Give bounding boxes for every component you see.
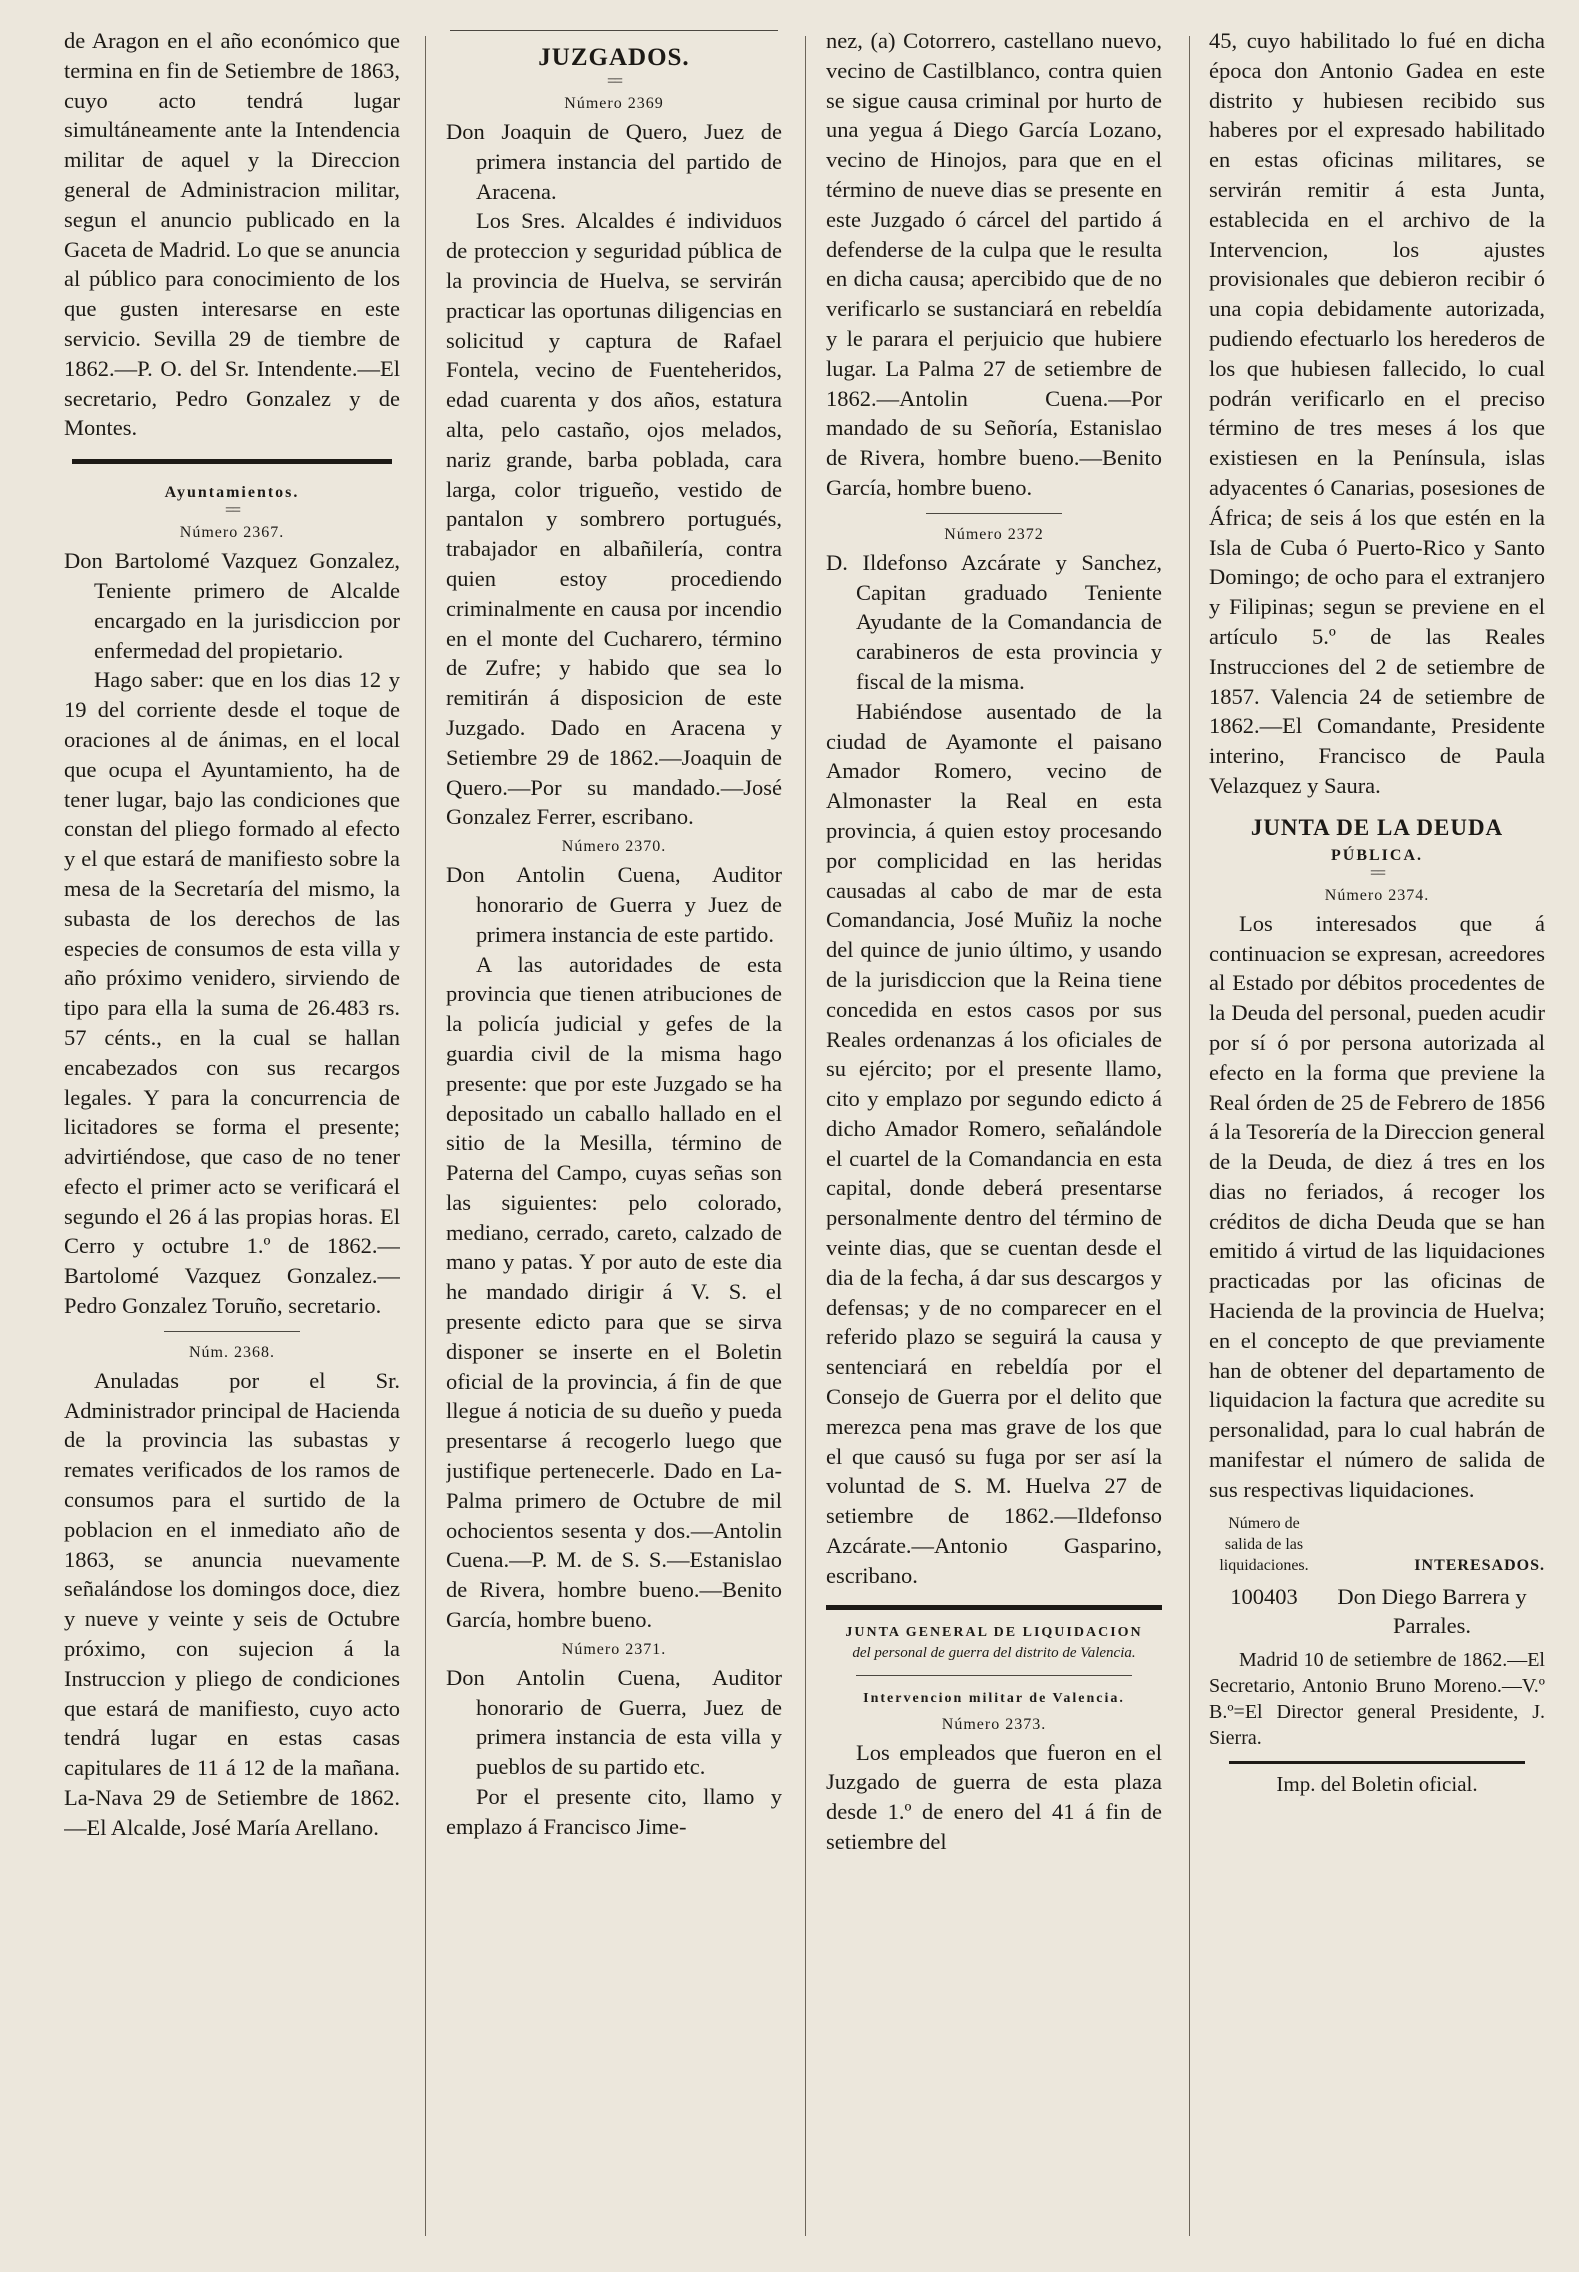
section-heading-junta-deuda: JUNTA DE LA DEUDA xyxy=(1250,814,1504,840)
junta-liquidacion-subheading: del personal de guerra del distrito de Valencia. xyxy=(852,1644,1136,1661)
notice-2372-heading: D. Ildefonso Azcárate y Sanchez, Capitan graduado Teniente Ayudante de la Comandancia de carabineros de esta provincia y fiscal de la misma. xyxy=(826,549,1162,694)
column-divider xyxy=(805,36,806,2236)
separator-rule xyxy=(164,1331,300,1332)
double-rule: == xyxy=(1369,864,1385,882)
top-rule xyxy=(450,30,778,31)
column-4 xyxy=(1209,26,1545,2262)
notice-2372-body: Habiéndose ausentado de la ciudad de Ayamonte el paisano Amador Romero, vecino de Almonaster la Real en esta provincia, á quien estoy procesando por complicidad en las heridas causadas al cabo de mar de esta Comandancia, José Muñiz la noche del quince de junio último, y usando de la jurisdiccion que la Reina tiene concedida en estos casos por sus Reales ordenanzas á los oficiales de su ejército; por el presente llamo, cito y emplazo por segundo edicto á dicho Amador Romero, señalándole el cuartel de la Comandancia en esta capital, donde deberá presentarse personalmente dentro del término de veinte dias, que se cuentan desde el dia de la fecha, á dar sus descargos y defensas; y de no comparecer en el referido plazo se seguirá la causa y sentenciará en rebeldía por el Consejo de Guerra por el delito que merezca pena mas grave de los que el que causó su fuga por ser así la voluntad de S. M. Huelva 27 de setiembre de 1862.—Ildefonso Azcárate.—Antonio Gasparino, escribano. xyxy=(826,698,1162,1588)
imprint: Imp. del Boletin oficial. xyxy=(1276,1772,1478,1797)
row-number: 100403 xyxy=(1230,1583,1298,1609)
notice-2370-body: A las autoridades de esta provincia que tienen atribuciones de la policía judicial y gefes de la guardia civil de la misma hago presente: que por este Juzgado se ha depositado un caballo hallado en el sitio de la Mesilla, término de Paterna del Campo, cuyas señas son las siguientes: pelo colorado, mediano, cerrado, careto, calzado de mano y patas. Y por auto de este dia he mandado dirigir á V. S. el presente edicto para que se sirva disponer se inserte en el Boletin oficial de la provincia, á fin de que llegue á noticia de su dueño y pueda presentarse á recogerlo luego que justifique pertenecerle. Dado en La-Palma primero de Octubre de mil ochocientos sesenta y dos.—Antolin Cuena.—P. M. de S. S.—Estanislao de Rivera, hombre bueno.—Benito García, hombre bueno. xyxy=(446,951,782,1633)
notice-2371-body: Por el presente cito, llamo y emplazo á Francisco Jime- xyxy=(446,1784,782,1839)
separator-rule xyxy=(856,1675,1132,1676)
notice-2369-body: Los Sres. Alcaldes é individuos de proteccion y seguridad pública de la provincia de Huelva, se servirán practicar las oportunas diligencias en solicitud y captura de Rafael Fontela, vecino de Fuenteheridos, edad cuarenta y dos años, estatura alta, pelo castaño, ojos melados, nariz grande, barba poblada, cara larga, color trigueño, vestido de pantalon y sombrero portugués, trabajador en albañilería, contra quien estoy procediendo criminalmente en causa por incendio en el monte del Cucharero, término de Zufre; y habido que sea lo remitirán á disposicion de este Juzgado. Dado en Aracena y Setiembre 29 de 1862.—Joaquin de Quero.—Por su mandado.—José Gonzalez Ferrer, escribano. xyxy=(446,208,782,830)
thick-rule xyxy=(72,459,392,464)
column-header-number: Número de salida de las liquidaciones. xyxy=(1219,1514,1309,1574)
section-heading-ayuntamientos: Ayuntamientos. xyxy=(164,484,300,502)
section-subheading-publica: PÚBLICA. xyxy=(1330,846,1423,864)
notice-number-2372: Número 2372 xyxy=(944,525,1044,543)
notice-2374-body: Los interesados que á continuacion se expresan, acreedores al Estado por débitos procedentes de la Deuda del personal, pueden acudir por sí ó por persona autorizada al efecto en la forma que previene la Real órden de 25 de Febrero de 1856 á la Tesorería de la Direccion general de la Deuda, de diez á tres en los dias no feriados, á recoger los créditos de dicha Deuda que se han emitido á virtud de las liquidaciones practicadas por las oficinas de Hacienda de la provincia de Huelva; en el concepto de que previamente han de obtener del departamento de liquidacion la factura que acredite su personalidad, para lo cual habrán de manifestar el número de salida de sus respectivas liquidaciones. xyxy=(1209,910,1545,1502)
notice-number-2368: Núm. 2368. xyxy=(189,1343,275,1361)
notice-2369-heading: Don Joaquin de Quero, Juez de primera instancia del partido de Aracena. xyxy=(446,119,782,204)
notice-number-2374: Número 2374. xyxy=(1324,886,1430,904)
junta-liquidacion-heading: JUNTA GENERAL DE LIQUIDACION xyxy=(845,1624,1143,1640)
double-rule: == xyxy=(224,502,240,520)
notice-2373-body: Los empleados que fueron en el Juzgado de guerra de esta plaza desde 1.º de enero del 41 á fin de setiembre del xyxy=(826,1739,1162,1855)
separator-rule xyxy=(926,513,1062,514)
table-row xyxy=(1209,1582,1545,1642)
notice-number-2369: Número 2369 xyxy=(564,95,664,112)
notice-number-2373: Número 2373. xyxy=(941,1715,1047,1733)
section-heading-juzgados: JUZGADOS. xyxy=(538,44,690,71)
notice-number-2371: Número 2371. xyxy=(561,1640,667,1658)
notice-2367-body: Hago saber: que en los dias 12 y 19 del corriente desde el toque de oraciones al de ánimas, en el local que ocupa el Ayuntamiento, ha de tener lugar, bajo las condiciones que constan del pliego formado al efecto y el que estará de manifiesto sobre la mesa de la Secretaría del mismo, la subasta de los derechos de las especies de consumos de esta villa y año próximo venidero, sirviendo de tipo para ella la suma de 26.483 rs. 57 cénts., en la cual se hallan encabezados con sus recargos legales. Y para la concurrencia de licitadores se forma el presente; advirtiéndose, que caso de no tener efecto el primer acto se verificará el segundo el 26 á las propias horas. El Cerro y octubre 1.º de 1862.—Bartolomé Vazquez Gonzalez.—Pedro Gonzalez Toruño, secretario. xyxy=(64,667,400,1319)
row-name: Don Diego Barrera y Parrales. xyxy=(1337,1583,1527,1639)
continued-notice: de Aragon en el año económico que termina en fin de Setiembre de 1863, cuyo acto tendrá lugar simultáneamente ante la Intendencia militar de aquel y la Direccion general de Administracion militar, segun el anuncio publicado en la Gaceta de Madrid. Lo que se anuncia al público para conocimiento de los que gusten interesarse en este servicio. Sevilla 29 de tiembre de 1862.—P. O. del Sr. Intendente.—El secretario, Pedro Gonzalez y de Montes. xyxy=(64,28,400,441)
notice-2368-body: Anuladas por el Sr. Administrador principal de Hacienda de la provincia las subastas y remates verificados de los ramos de consumos para el surtido de la poblacion en el inmediato año de 1863, se anuncia nuevamente señalándose los domingos doce, diez y nueve y veinte y seis de Octubre próximo, con sujecion á la Instruccion y pliego de condiciones que estará de manifiesto, cuyo acto tendrá lugar en estas casas capitulares de 11 á 12 de la mañana. La-Nava 29 de Setiembre de 1862.—El Alcalde, José María Arellano. xyxy=(64,1367,400,1840)
bottom-rule xyxy=(1229,1761,1525,1764)
notice-2371-heading: Don Antolin Cuena, Auditor honorario de Guerra, Juez de primera instancia de esta villa y pueblos de su partido etc. xyxy=(446,1664,782,1780)
intervencion-heading: Intervencion militar de Valencia. xyxy=(863,1690,1125,1706)
column-divider xyxy=(1189,36,1190,2236)
notice-number-2370: Número 2370. xyxy=(561,838,667,856)
column-2 xyxy=(446,26,782,2262)
notice-number-2367: Número 2367. xyxy=(179,524,285,542)
double-rule: == xyxy=(606,73,622,90)
continued-notice-2373: 45, cuyo habilitado lo fué en dicha época don Antonio Gadea en este distrito y hubiesen recibido sus haberes por el expresado habilitado en estas oficinas militares, se servirán remitir á esta Junta, establecida en el archivo de la Intervencion, los ajustes provisionales que debieron recibir ó una copia debidamente autorizada, pudiendo efectuarlo los herederos de los que hubiesen fallecido, lo cual podrán verificarlo en el preciso término de tres meses á los que existiesen en la Península, islas adyacentes ó Canarias, posesiones de África; de seis á los que estén en la Isla de Cuba ó Puerto-Rico y Santo Domingo; de ocho para el extranjero y Filipinas; segun se previene en el artículo 5.º de las Reales Instrucciones del 2 de setiembre de 1857. Valencia 24 de setiembre de 1862.—El Comandante, Presidente interino, Francisco de Paula Velazquez y Saura. xyxy=(1209,28,1545,798)
creditors-table-header xyxy=(1209,1513,1545,1576)
continued-notice-2371: nez, (a) Cotorrero, castellano nuevo, vecino de Castilblanco, contra quien se sigue causa criminal por hurto de una yegua á Diego García Lozano, vecino de Hinojos, para que en el término de nueve dias se presente en este Juzgado ó cárcel del partido á defenderse de la culpa que le resulta en dicha causa; apercibido que de no verificarlo se sustanciará en rebeldía y le parara el perjuicio que hubiere lugar. La Palma 27 de setiembre de 1862.—Antolin Cuena.—Por mandado de su Señoría, Estanislao de Rivera, hombre bueno.—Benito García, hombre bueno. xyxy=(826,28,1162,500)
column-3 xyxy=(826,26,1162,2262)
notice-2367-heading: Don Bartolomé Vazquez Gonzalez, Teniente primero de Alcalde encargado en la jurisdiccion por enfermedad del propietario. xyxy=(64,548,400,663)
notice-2374-signature: Madrid 10 de setiembre de 1862.—El Secretario, Antonio Bruno Moreno.—V.º B.º=El Director general Presidente, J. Sierra. xyxy=(1209,1649,1545,1750)
column-1 xyxy=(64,26,400,2262)
column-header-interesados: INTERESADOS. xyxy=(1414,1556,1545,1574)
notice-2370-heading: Don Antolin Cuena, Auditor honorario de Guerra y Juez de primera instancia de este partido. xyxy=(446,862,782,947)
thick-rule xyxy=(826,1605,1162,1610)
column-divider xyxy=(425,36,426,2236)
